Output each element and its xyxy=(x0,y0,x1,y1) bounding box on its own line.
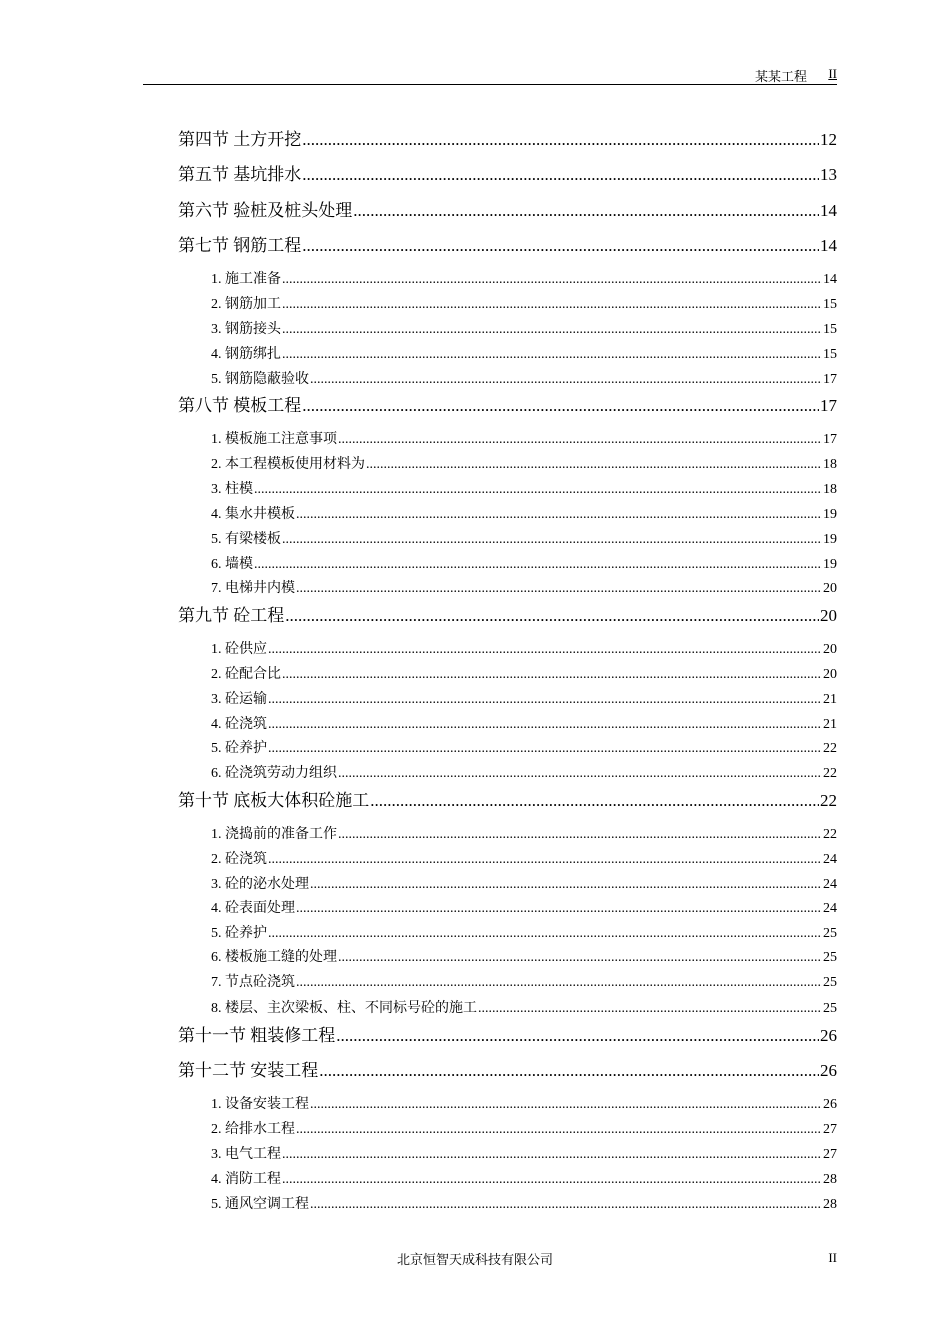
toc-entry-page: 28 xyxy=(823,1197,837,1212)
toc-entry-label: 第十二节 安装工程 xyxy=(178,1061,319,1080)
toc-entry-page: 24 xyxy=(823,877,837,892)
toc-entry-label: 第九节 砼工程 xyxy=(178,606,285,625)
header-title: 某某工程 xyxy=(754,69,807,84)
toc-entry-page: 25 xyxy=(823,1001,837,1016)
toc-entry-label: 4. 消防工程 xyxy=(211,1172,281,1187)
toc-entry-label: 8. 楼层、主次梁板、柱、不同标号砼的施工 xyxy=(211,1001,477,1016)
dot-leader xyxy=(310,1097,822,1113)
toc-entry-label: 4. 砼表面处理 xyxy=(211,901,295,916)
toc-entry[interactable] xyxy=(211,762,837,782)
toc-entry-page: 27 xyxy=(823,1147,837,1162)
toc-entry[interactable] xyxy=(211,713,837,733)
toc-entry-page: 17 xyxy=(823,432,837,447)
dot-leader xyxy=(282,347,822,363)
toc-entry-page: 20 xyxy=(823,667,837,682)
toc-entry[interactable] xyxy=(178,786,837,808)
toc-entry[interactable] xyxy=(211,1093,837,1113)
toc-entry[interactable] xyxy=(211,638,837,658)
toc-entry[interactable] xyxy=(211,293,837,313)
toc-entry[interactable] xyxy=(211,997,837,1017)
toc-entry-page: 22 xyxy=(820,791,837,810)
toc-entry-page: 25 xyxy=(823,975,837,990)
toc-entry-page: 14 xyxy=(823,272,837,287)
toc-entry[interactable] xyxy=(178,196,837,218)
toc-entry-page: 14 xyxy=(820,236,837,255)
toc-entry[interactable] xyxy=(211,1193,837,1213)
toc-entry-label: 3. 砼的泌水处理 xyxy=(211,877,309,892)
toc-entry-page: 19 xyxy=(823,557,837,572)
toc-entry[interactable] xyxy=(211,897,837,917)
toc-entry[interactable] xyxy=(211,553,837,573)
toc-entry-page: 25 xyxy=(823,926,837,941)
toc-entry-label: 5. 有梁楼板 xyxy=(211,532,281,547)
toc-entry[interactable] xyxy=(178,391,837,413)
dot-leader xyxy=(282,297,822,313)
toc-entry[interactable] xyxy=(178,601,837,623)
dot-leader xyxy=(296,507,822,523)
toc-entry-label: 5. 砼养护 xyxy=(211,926,267,941)
toc-entry-label: 6. 墙模 xyxy=(211,557,253,572)
toc-entry-label: 4. 钢筋绑扎 xyxy=(211,347,281,362)
toc-entry-page: 28 xyxy=(823,1172,837,1187)
dot-leader xyxy=(302,165,819,185)
dot-leader xyxy=(310,1197,822,1213)
dot-leader xyxy=(268,642,822,658)
dot-leader xyxy=(282,532,822,548)
toc-entry-label: 第八节 模板工程 xyxy=(178,396,302,415)
page-header xyxy=(143,66,837,85)
toc-entry[interactable] xyxy=(178,231,837,253)
header-page-number: II xyxy=(828,66,837,81)
dot-leader xyxy=(268,926,822,942)
toc-entry[interactable] xyxy=(211,577,837,597)
toc-entry[interactable] xyxy=(211,318,837,338)
toc-entry-page: 15 xyxy=(823,347,837,362)
toc-entry-label: 第十一节 粗装修工程 xyxy=(178,1026,336,1045)
toc-entry-page: 22 xyxy=(823,827,837,842)
dot-leader xyxy=(282,1172,822,1188)
toc-entry-label: 1. 模板施工注意事项 xyxy=(211,432,337,447)
toc-entry-page: 15 xyxy=(823,297,837,312)
toc-entry-label: 1. 砼供应 xyxy=(211,642,267,657)
toc-entry[interactable] xyxy=(211,737,837,757)
toc-entry-label: 1. 设备安装工程 xyxy=(211,1097,309,1112)
toc-entry-label: 5. 砼养护 xyxy=(211,741,267,756)
dot-leader xyxy=(310,877,822,893)
toc-entry-page: 26 xyxy=(820,1061,837,1080)
toc-entry-label: 2. 本工程模板使用材料为 xyxy=(211,457,365,472)
dot-leader xyxy=(366,457,822,473)
toc-entry[interactable] xyxy=(211,848,837,868)
dot-leader xyxy=(296,581,822,597)
toc-entry-label: 4. 砼浇筑 xyxy=(211,717,267,732)
dot-leader xyxy=(302,396,819,416)
toc-entry[interactable] xyxy=(178,1021,837,1043)
toc-entry-page: 27 xyxy=(823,1122,837,1137)
toc-entry-label: 3. 电气工程 xyxy=(211,1147,281,1162)
toc-entry-label: 5. 钢筋隐蔽验收 xyxy=(211,372,309,387)
dot-leader xyxy=(296,1122,822,1138)
toc-entry-page: 26 xyxy=(823,1097,837,1112)
dot-leader xyxy=(310,372,822,388)
footer-company-name: 北京恒智天成科技有限公司 xyxy=(396,1252,553,1267)
toc-entry-label: 2. 砼配合比 xyxy=(211,667,281,682)
toc-entry-label: 第五节 基坑排水 xyxy=(178,165,302,184)
dot-leader xyxy=(296,901,822,917)
toc-entry-page: 18 xyxy=(823,457,837,472)
dot-leader xyxy=(254,557,822,573)
toc-entry-page: 15 xyxy=(823,322,837,337)
toc-entry[interactable] xyxy=(178,1056,837,1078)
toc-entry[interactable] xyxy=(211,688,837,708)
toc-entry-page: 20 xyxy=(823,642,837,657)
dot-leader xyxy=(285,606,819,626)
toc-entry-page: 20 xyxy=(820,606,837,625)
toc-entry-page: 17 xyxy=(820,396,837,415)
dot-leader xyxy=(268,692,822,708)
toc-entry-label: 第十节 底板大体积砼施工 xyxy=(178,791,370,810)
dot-leader xyxy=(338,432,822,448)
toc-entry-label: 7. 电梯井内模 xyxy=(211,581,295,596)
dot-leader xyxy=(478,1001,822,1017)
toc-entry-page: 25 xyxy=(823,950,837,965)
toc-entry[interactable] xyxy=(211,873,837,893)
dot-leader xyxy=(336,1026,819,1046)
toc-entry[interactable] xyxy=(211,946,837,966)
dot-leader xyxy=(268,717,822,733)
toc-entry[interactable] xyxy=(211,343,837,363)
toc-entry-page: 14 xyxy=(820,201,837,220)
dot-leader xyxy=(302,236,819,256)
toc-entry-label: 3. 钢筋接头 xyxy=(211,322,281,337)
toc-entry-label: 2. 钢筋加工 xyxy=(211,297,281,312)
toc-entry[interactable] xyxy=(211,503,837,523)
dot-leader xyxy=(282,667,822,683)
toc-entry[interactable] xyxy=(211,268,837,288)
dot-leader xyxy=(282,322,822,338)
dot-leader xyxy=(338,766,822,782)
toc-entry-page: 24 xyxy=(823,852,837,867)
toc-entry-label: 3. 柱模 xyxy=(211,482,253,497)
toc-entry-page: 17 xyxy=(823,372,837,387)
toc-entry-label: 6. 砼浇筑劳动力组织 xyxy=(211,766,337,781)
toc-entry-page: 21 xyxy=(823,717,837,732)
toc-entry-label: 3. 砼运输 xyxy=(211,692,267,707)
toc-entry-label: 第六节 验桩及桩头处理 xyxy=(178,201,353,220)
dot-leader xyxy=(370,791,819,811)
toc-entry-page: 24 xyxy=(823,901,837,916)
dot-leader xyxy=(254,482,822,498)
dot-leader xyxy=(338,827,822,843)
toc-entry[interactable] xyxy=(211,478,837,498)
dot-leader xyxy=(268,741,822,757)
footer-page-number: II xyxy=(828,1250,837,1265)
toc-entry-label: 2. 给排水工程 xyxy=(211,1122,295,1137)
toc-entry-label: 4. 集水井模板 xyxy=(211,507,295,522)
dot-leader xyxy=(282,272,822,288)
toc-entry-page: 19 xyxy=(823,532,837,547)
toc-entry[interactable] xyxy=(211,1118,837,1138)
toc-entry[interactable] xyxy=(178,160,837,182)
toc-entry-label: 7. 节点砼浇筑 xyxy=(211,975,295,990)
dot-leader xyxy=(338,950,822,966)
toc-entry-page: 18 xyxy=(823,482,837,497)
toc-entry[interactable] xyxy=(211,368,837,388)
dot-leader xyxy=(353,201,819,221)
dot-leader xyxy=(268,852,822,868)
dot-leader xyxy=(302,130,819,150)
toc-entry-page: 26 xyxy=(820,1026,837,1045)
toc-entry-page: 12 xyxy=(820,130,837,149)
toc-entry[interactable] xyxy=(211,528,837,548)
toc-entry-label: 6. 楼板施工缝的处理 xyxy=(211,950,337,965)
toc-entry[interactable] xyxy=(211,1168,837,1188)
toc-entry-page: 13 xyxy=(820,165,837,184)
toc-entry-page: 21 xyxy=(823,692,837,707)
toc-entry[interactable] xyxy=(211,823,837,843)
toc-entry-page: 22 xyxy=(823,766,837,781)
toc-entry-label: 5. 通风空调工程 xyxy=(211,1197,309,1212)
toc-entry[interactable] xyxy=(211,428,837,448)
toc-entry[interactable] xyxy=(178,125,837,147)
toc-entry-label: 1. 浇捣前的准备工作 xyxy=(211,827,337,842)
toc-entry[interactable] xyxy=(211,922,837,942)
dot-leader xyxy=(319,1061,819,1081)
toc-entry[interactable] xyxy=(211,971,837,991)
toc-entry[interactable] xyxy=(211,453,837,473)
toc-entry-label: 第四节 土方开挖 xyxy=(178,130,302,149)
dot-leader xyxy=(282,1147,822,1163)
dot-leader xyxy=(296,975,822,991)
toc-entry-label: 2. 砼浇筑 xyxy=(211,852,267,867)
toc-entry-label: 第七节 钢筋工程 xyxy=(178,236,302,255)
toc-entry-page: 22 xyxy=(823,741,837,756)
toc-entry[interactable] xyxy=(211,663,837,683)
toc-entry-page: 20 xyxy=(823,581,837,596)
toc-entry-page: 19 xyxy=(823,507,837,522)
toc-entry[interactable] xyxy=(211,1143,837,1163)
toc-entry-label: 1. 施工准备 xyxy=(211,272,281,287)
